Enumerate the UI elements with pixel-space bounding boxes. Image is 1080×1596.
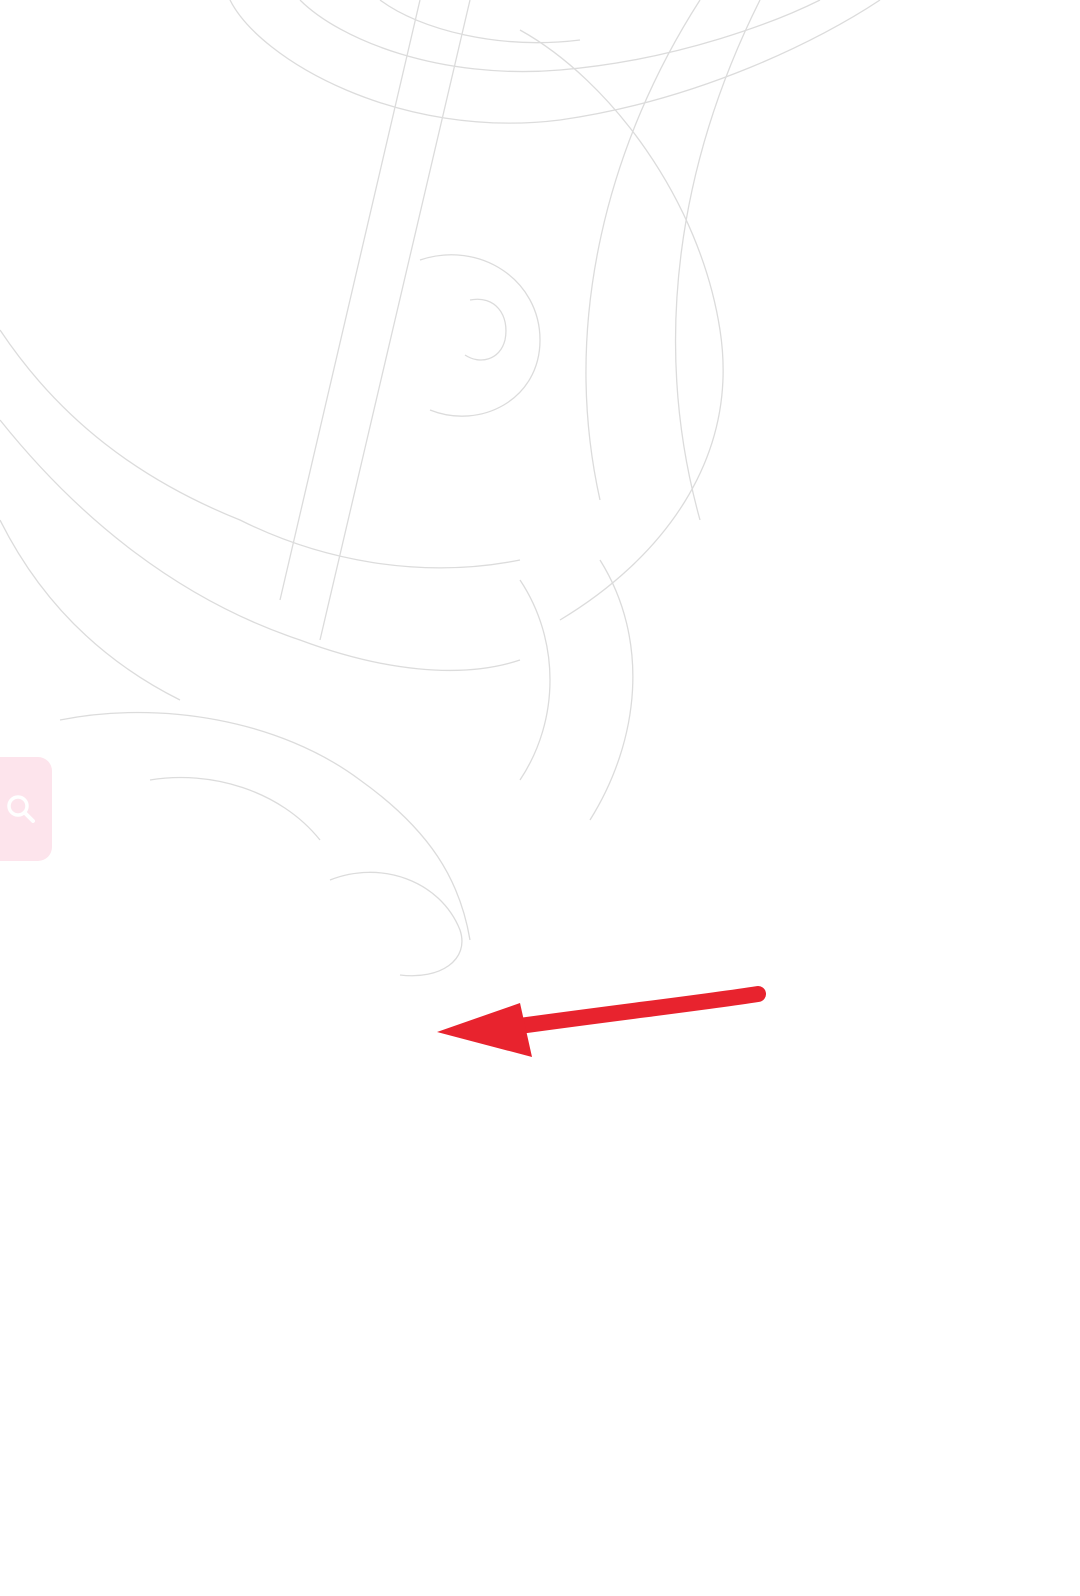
search-icon <box>6 789 40 829</box>
arrow-shaft <box>505 994 758 1028</box>
search-button[interactable] <box>0 757 52 861</box>
arrow-head <box>437 1003 532 1057</box>
